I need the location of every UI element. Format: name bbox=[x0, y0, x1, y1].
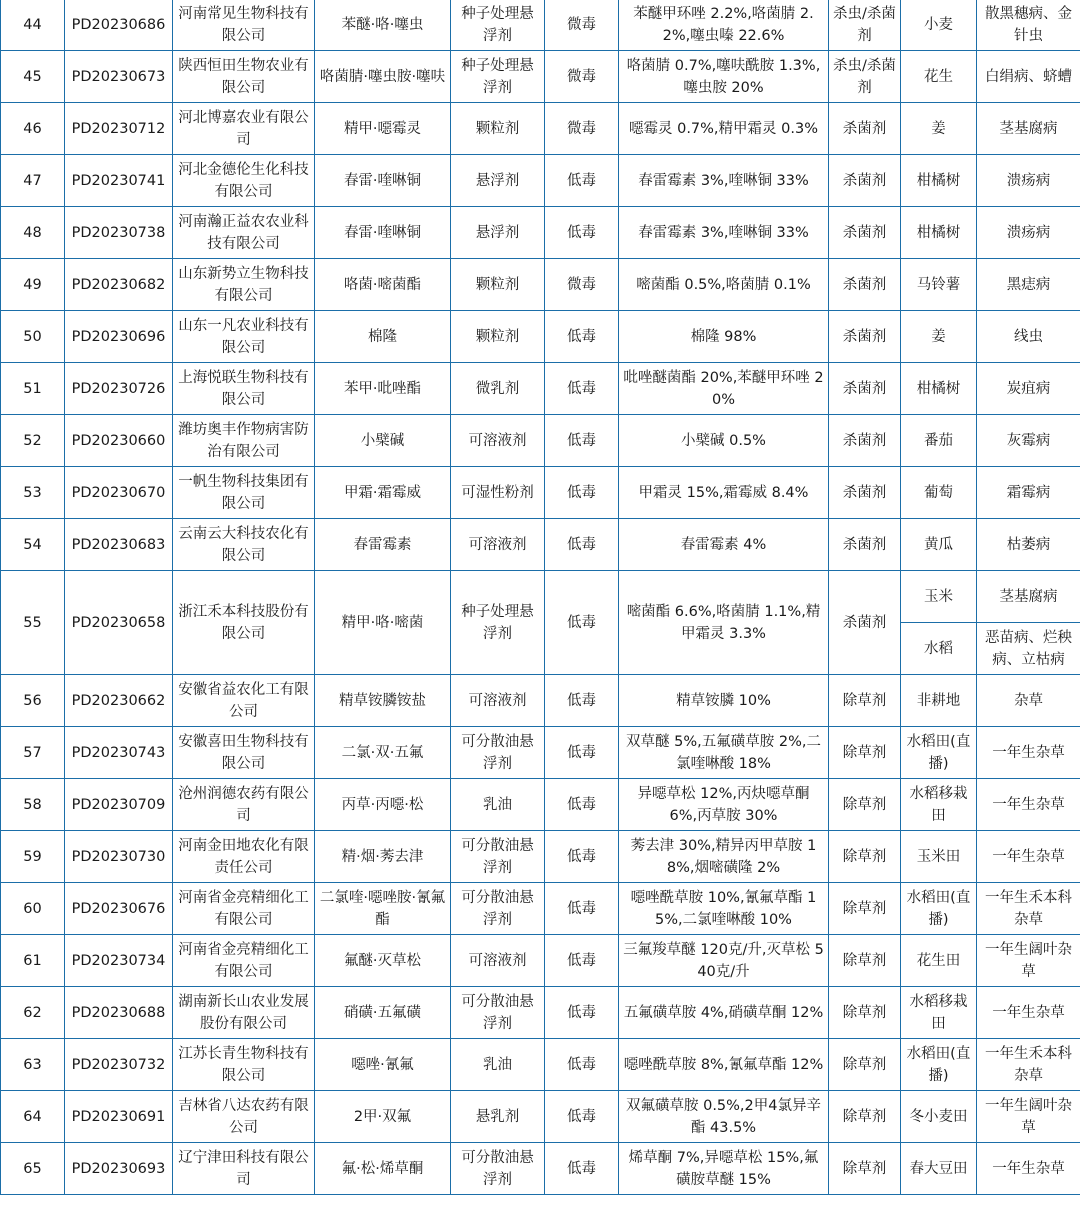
product-name-cell: 春雷·喹啉铜 bbox=[315, 207, 451, 259]
row-number-cell: 56 bbox=[1, 675, 65, 727]
control-target-cell: 一年生阔叶杂草 bbox=[977, 935, 1080, 987]
product-name-cell: 二氯·双·五氟 bbox=[315, 727, 451, 779]
control-target-cell: 一年生禾本科杂草 bbox=[977, 883, 1080, 935]
toxicity-cell: 低毒 bbox=[545, 311, 619, 363]
registration-number-cell: PD20230660 bbox=[65, 415, 173, 467]
control-target-cell: 恶苗病、烂秧病、立枯病 bbox=[977, 623, 1080, 675]
formulation-cell: 微乳剂 bbox=[451, 363, 545, 415]
control-target-cell: 炭疽病 bbox=[977, 363, 1080, 415]
control-target-cell: 白绢病、蛴螬 bbox=[977, 51, 1080, 103]
formulation-cell: 可溶液剂 bbox=[451, 675, 545, 727]
crop-cell: 柑橘树 bbox=[901, 155, 977, 207]
row-number-cell: 58 bbox=[1, 779, 65, 831]
toxicity-cell: 低毒 bbox=[545, 987, 619, 1039]
formulation-cell: 种子处理悬浮剂 bbox=[451, 51, 545, 103]
pesticide-type-cell: 杀虫/杀菌剂 bbox=[829, 51, 901, 103]
crop-cell: 玉米田 bbox=[901, 831, 977, 883]
table-row bbox=[1, 1039, 1080, 1091]
company-name-cell: 沧州润德农药有限公司 bbox=[173, 779, 315, 831]
table-row bbox=[1, 51, 1080, 103]
row-number-cell: 61 bbox=[1, 935, 65, 987]
product-name-cell: 甲霜·霜霉威 bbox=[315, 467, 451, 519]
company-name-cell: 河南常见生物科技有限公司 bbox=[173, 0, 315, 51]
crop-cell: 花生 bbox=[901, 51, 977, 103]
pesticide-type-cell: 除草剂 bbox=[829, 1143, 901, 1195]
formulation-cell: 悬浮剂 bbox=[451, 155, 545, 207]
active-ingredient-content-cell: 嘧菌酯 0.5%,咯菌腈 0.1% bbox=[619, 259, 829, 311]
toxicity-cell: 低毒 bbox=[545, 519, 619, 571]
active-ingredient-content-cell: 双氟磺草胺 0.5%,2甲4氯异辛酯 43.5% bbox=[619, 1091, 829, 1143]
company-name-cell: 云南云大科技农化有限公司 bbox=[173, 519, 315, 571]
pesticide-type-cell: 除草剂 bbox=[829, 779, 901, 831]
pesticide-type-cell: 杀菌剂 bbox=[829, 467, 901, 519]
active-ingredient-content-cell: 双草醚 5%,五氟磺草胺 2%,二氯喹啉酸 18% bbox=[619, 727, 829, 779]
active-ingredient-content-cell: 小檗碱 0.5% bbox=[619, 415, 829, 467]
control-target-cell: 一年生杂草 bbox=[977, 831, 1080, 883]
crop-cell: 水稻田(直播) bbox=[901, 883, 977, 935]
row-number-cell: 57 bbox=[1, 727, 65, 779]
active-ingredient-content-cell: 异噁草松 12%,丙炔噁草酮 6%,丙草胺 30% bbox=[619, 779, 829, 831]
registration-number-cell: PD20230730 bbox=[65, 831, 173, 883]
company-name-cell: 安徽省益农化工有限公司 bbox=[173, 675, 315, 727]
product-name-cell: 春雷霉素 bbox=[315, 519, 451, 571]
formulation-cell: 可分散油悬浮剂 bbox=[451, 831, 545, 883]
table-row bbox=[1, 155, 1080, 207]
row-number-cell: 48 bbox=[1, 207, 65, 259]
registration-number-cell: PD20230686 bbox=[65, 0, 173, 51]
crop-cell: 姜 bbox=[901, 103, 977, 155]
pesticide-type-cell: 除草剂 bbox=[829, 675, 901, 727]
pesticide-type-cell: 杀菌剂 bbox=[829, 311, 901, 363]
crop-cell: 水稻移栽田 bbox=[901, 987, 977, 1039]
toxicity-cell: 低毒 bbox=[545, 1039, 619, 1091]
table-row bbox=[1, 883, 1080, 935]
row-number-cell: 53 bbox=[1, 467, 65, 519]
toxicity-cell: 低毒 bbox=[545, 1143, 619, 1195]
product-name-cell: 春雷·喹啉铜 bbox=[315, 155, 451, 207]
control-target-cell: 线虫 bbox=[977, 311, 1080, 363]
pesticide-type-cell: 杀虫/杀菌剂 bbox=[829, 0, 901, 51]
control-target-cell: 茎基腐病 bbox=[977, 571, 1080, 623]
toxicity-cell: 低毒 bbox=[545, 675, 619, 727]
active-ingredient-content-cell: 精草铵膦 10% bbox=[619, 675, 829, 727]
active-ingredient-content-cell: 苯醚甲环唑 2.2%,咯菌腈 2.2%,噻虫嗪 22.6% bbox=[619, 0, 829, 51]
row-number-cell: 59 bbox=[1, 831, 65, 883]
company-name-cell: 河南金田地农化有限责任公司 bbox=[173, 831, 315, 883]
formulation-cell: 可分散油悬浮剂 bbox=[451, 1143, 545, 1195]
company-name-cell: 河南省金亮精细化工有限公司 bbox=[173, 935, 315, 987]
toxicity-cell: 低毒 bbox=[545, 415, 619, 467]
table-row bbox=[1, 935, 1080, 987]
toxicity-cell: 低毒 bbox=[545, 363, 619, 415]
company-name-cell: 河南瀚正益农农业科技有限公司 bbox=[173, 207, 315, 259]
table-row bbox=[1, 207, 1080, 259]
product-name-cell: 苯醚·咯·噻虫 bbox=[315, 0, 451, 51]
toxicity-cell: 低毒 bbox=[545, 935, 619, 987]
crop-cell: 马铃薯 bbox=[901, 259, 977, 311]
active-ingredient-content-cell: 噁唑酰草胺 10%,氰氟草酯 15%,二氯喹啉酸 10% bbox=[619, 883, 829, 935]
pesticide-type-cell: 除草剂 bbox=[829, 935, 901, 987]
control-target-cell: 一年生阔叶杂草 bbox=[977, 1091, 1080, 1143]
table-row bbox=[1, 0, 1080, 51]
product-name-cell: 氟·松·烯草酮 bbox=[315, 1143, 451, 1195]
toxicity-cell: 低毒 bbox=[545, 779, 619, 831]
toxicity-cell: 低毒 bbox=[545, 883, 619, 935]
table-row bbox=[1, 415, 1080, 467]
product-name-cell: 氟醚·灭草松 bbox=[315, 935, 451, 987]
table-row bbox=[1, 987, 1080, 1039]
row-number-cell: 44 bbox=[1, 0, 65, 51]
registration-number-cell: PD20230670 bbox=[65, 467, 173, 519]
registration-number-cell: PD20230732 bbox=[65, 1039, 173, 1091]
control-target-cell: 黑痣病 bbox=[977, 259, 1080, 311]
product-name-cell: 精草铵膦铵盐 bbox=[315, 675, 451, 727]
crop-cell: 水稻田(直播) bbox=[901, 1039, 977, 1091]
toxicity-cell: 微毒 bbox=[545, 103, 619, 155]
control-target-cell: 枯萎病 bbox=[977, 519, 1080, 571]
formulation-cell: 可溶液剂 bbox=[451, 415, 545, 467]
pesticide-type-cell: 杀菌剂 bbox=[829, 415, 901, 467]
company-name-cell: 湖南新长山农业发展股份有限公司 bbox=[173, 987, 315, 1039]
formulation-cell: 种子处理悬浮剂 bbox=[451, 571, 545, 675]
table-row bbox=[1, 103, 1080, 155]
row-number-cell: 63 bbox=[1, 1039, 65, 1091]
product-name-cell: 咯菌·嘧菌酯 bbox=[315, 259, 451, 311]
crop-cell: 柑橘树 bbox=[901, 207, 977, 259]
table-row bbox=[1, 1091, 1080, 1143]
toxicity-cell: 低毒 bbox=[545, 571, 619, 675]
row-number-cell: 45 bbox=[1, 51, 65, 103]
registration-number-cell: PD20230662 bbox=[65, 675, 173, 727]
registration-number-cell: PD20230682 bbox=[65, 259, 173, 311]
product-name-cell: 丙草·丙噁·松 bbox=[315, 779, 451, 831]
formulation-cell: 可溶液剂 bbox=[451, 519, 545, 571]
control-target-cell: 杂草 bbox=[977, 675, 1080, 727]
table-row bbox=[1, 727, 1080, 779]
control-target-cell: 溃疡病 bbox=[977, 207, 1080, 259]
company-name-cell: 潍坊奥丰作物病害防治有限公司 bbox=[173, 415, 315, 467]
formulation-cell: 可分散油悬浮剂 bbox=[451, 987, 545, 1039]
formulation-cell: 颗粒剂 bbox=[451, 259, 545, 311]
pesticide-type-cell: 杀菌剂 bbox=[829, 207, 901, 259]
pesticide-type-cell: 杀菌剂 bbox=[829, 259, 901, 311]
registration-number-cell: PD20230741 bbox=[65, 155, 173, 207]
control-target-cell: 一年生杂草 bbox=[977, 987, 1080, 1039]
toxicity-cell: 低毒 bbox=[545, 1091, 619, 1143]
toxicity-cell: 低毒 bbox=[545, 467, 619, 519]
formulation-cell: 种子处理悬浮剂 bbox=[451, 0, 545, 51]
registration-number-cell: PD20230673 bbox=[65, 51, 173, 103]
registration-number-cell: PD20230738 bbox=[65, 207, 173, 259]
table-body bbox=[1, 0, 1080, 1195]
crop-cell: 水稻移栽田 bbox=[901, 779, 977, 831]
pesticide-type-cell: 除草剂 bbox=[829, 1039, 901, 1091]
company-name-cell: 陕西恒田生物农业有限公司 bbox=[173, 51, 315, 103]
product-name-cell: 精甲·噁霉灵 bbox=[315, 103, 451, 155]
product-name-cell: 精·烟·莠去津 bbox=[315, 831, 451, 883]
crop-cell: 小麦 bbox=[901, 0, 977, 51]
pesticide-type-cell: 杀菌剂 bbox=[829, 519, 901, 571]
crop-cell: 水稻 bbox=[901, 623, 977, 675]
active-ingredient-content-cell: 噁霉灵 0.7%,精甲霜灵 0.3% bbox=[619, 103, 829, 155]
control-target-cell: 散黑穗病、金针虫 bbox=[977, 0, 1080, 51]
product-name-cell: 苯甲·吡唑酯 bbox=[315, 363, 451, 415]
table-row bbox=[1, 571, 1080, 623]
pesticide-type-cell: 除草剂 bbox=[829, 831, 901, 883]
active-ingredient-content-cell: 棉隆 98% bbox=[619, 311, 829, 363]
row-number-cell: 62 bbox=[1, 987, 65, 1039]
pesticide-type-cell: 杀菌剂 bbox=[829, 571, 901, 675]
row-number-cell: 60 bbox=[1, 883, 65, 935]
row-number-cell: 47 bbox=[1, 155, 65, 207]
row-number-cell: 55 bbox=[1, 571, 65, 675]
product-name-cell: 二氯喹·噁唑胺·氰氟酯 bbox=[315, 883, 451, 935]
formulation-cell: 乳油 bbox=[451, 779, 545, 831]
toxicity-cell: 微毒 bbox=[545, 51, 619, 103]
control-target-cell: 灰霉病 bbox=[977, 415, 1080, 467]
crop-cell: 春大豆田 bbox=[901, 1143, 977, 1195]
pesticide-type-cell: 杀菌剂 bbox=[829, 363, 901, 415]
pesticide-type-cell: 除草剂 bbox=[829, 883, 901, 935]
product-name-cell: 棉隆 bbox=[315, 311, 451, 363]
company-name-cell: 安徽喜田生物科技有限公司 bbox=[173, 727, 315, 779]
registration-number-cell: PD20230734 bbox=[65, 935, 173, 987]
registration-number-cell: PD20230726 bbox=[65, 363, 173, 415]
table-row bbox=[1, 363, 1080, 415]
product-name-cell: 2甲·双氟 bbox=[315, 1091, 451, 1143]
registration-number-cell: PD20230691 bbox=[65, 1091, 173, 1143]
registration-number-cell: PD20230658 bbox=[65, 571, 173, 675]
table-row bbox=[1, 467, 1080, 519]
active-ingredient-content-cell: 烯草酮 7%,异噁草松 15%,氟磺胺草醚 15% bbox=[619, 1143, 829, 1195]
formulation-cell: 颗粒剂 bbox=[451, 311, 545, 363]
toxicity-cell: 微毒 bbox=[545, 0, 619, 51]
row-number-cell: 51 bbox=[1, 363, 65, 415]
control-target-cell: 溃疡病 bbox=[977, 155, 1080, 207]
formulation-cell: 乳油 bbox=[451, 1039, 545, 1091]
crop-cell: 番茄 bbox=[901, 415, 977, 467]
crop-cell: 柑橘树 bbox=[901, 363, 977, 415]
company-name-cell: 江苏长青生物科技有限公司 bbox=[173, 1039, 315, 1091]
active-ingredient-content-cell: 三氟羧草醚 120克/升,灭草松 540克/升 bbox=[619, 935, 829, 987]
crop-cell: 玉米 bbox=[901, 571, 977, 623]
toxicity-cell: 微毒 bbox=[545, 259, 619, 311]
toxicity-cell: 低毒 bbox=[545, 207, 619, 259]
registration-number-cell: PD20230683 bbox=[65, 519, 173, 571]
active-ingredient-content-cell: 吡唑醚菌酯 20%,苯醚甲环唑 20% bbox=[619, 363, 829, 415]
formulation-cell: 可溶液剂 bbox=[451, 935, 545, 987]
pesticide-type-cell: 除草剂 bbox=[829, 727, 901, 779]
company-name-cell: 山东新势立生物科技有限公司 bbox=[173, 259, 315, 311]
company-name-cell: 河南省金亮精细化工有限公司 bbox=[173, 883, 315, 935]
control-target-cell: 一年生杂草 bbox=[977, 727, 1080, 779]
table-row bbox=[1, 779, 1080, 831]
product-name-cell: 精甲·咯·嘧菌 bbox=[315, 571, 451, 675]
registration-number-cell: PD20230743 bbox=[65, 727, 173, 779]
active-ingredient-content-cell: 噁唑酰草胺 8%,氰氟草酯 12% bbox=[619, 1039, 829, 1091]
toxicity-cell: 低毒 bbox=[545, 155, 619, 207]
registration-number-cell: PD20230696 bbox=[65, 311, 173, 363]
control-target-cell: 一年生杂草 bbox=[977, 1143, 1080, 1195]
active-ingredient-content-cell: 五氟磺草胺 4%,硝磺草酮 12% bbox=[619, 987, 829, 1039]
product-name-cell: 小檗碱 bbox=[315, 415, 451, 467]
table-row bbox=[1, 259, 1080, 311]
crop-cell: 花生田 bbox=[901, 935, 977, 987]
crop-cell: 冬小麦田 bbox=[901, 1091, 977, 1143]
registration-number-cell: PD20230676 bbox=[65, 883, 173, 935]
row-number-cell: 52 bbox=[1, 415, 65, 467]
product-name-cell: 咯菌腈·噻虫胺·噻呋 bbox=[315, 51, 451, 103]
active-ingredient-content-cell: 甲霜灵 15%,霜霉威 8.4% bbox=[619, 467, 829, 519]
table-row bbox=[1, 831, 1080, 883]
active-ingredient-content-cell: 春雷霉素 4% bbox=[619, 519, 829, 571]
table-row bbox=[1, 311, 1080, 363]
registration-number-cell: PD20230693 bbox=[65, 1143, 173, 1195]
pesticide-type-cell: 除草剂 bbox=[829, 1091, 901, 1143]
company-name-cell: 河北博嘉农业有限公司 bbox=[173, 103, 315, 155]
pesticide-type-cell: 杀菌剂 bbox=[829, 103, 901, 155]
formulation-cell: 可分散油悬浮剂 bbox=[451, 727, 545, 779]
company-name-cell: 辽宁津田科技有限公司 bbox=[173, 1143, 315, 1195]
registration-number-cell: PD20230709 bbox=[65, 779, 173, 831]
row-number-cell: 50 bbox=[1, 311, 65, 363]
pesticide-type-cell: 杀菌剂 bbox=[829, 155, 901, 207]
registration-number-cell: PD20230712 bbox=[65, 103, 173, 155]
company-name-cell: 一帆生物科技集团有限公司 bbox=[173, 467, 315, 519]
product-name-cell: 硝磺·五氟磺 bbox=[315, 987, 451, 1039]
table-row bbox=[1, 675, 1080, 727]
control-target-cell: 茎基腐病 bbox=[977, 103, 1080, 155]
table-row bbox=[1, 1143, 1080, 1195]
crop-cell: 葡萄 bbox=[901, 467, 977, 519]
active-ingredient-content-cell: 嘧菌酯 6.6%,咯菌腈 1.1%,精甲霜灵 3.3% bbox=[619, 571, 829, 675]
toxicity-cell: 低毒 bbox=[545, 727, 619, 779]
formulation-cell: 颗粒剂 bbox=[451, 103, 545, 155]
control-target-cell: 一年生禾本科杂草 bbox=[977, 1039, 1080, 1091]
registration-number-cell: PD20230688 bbox=[65, 987, 173, 1039]
formulation-cell: 悬乳剂 bbox=[451, 1091, 545, 1143]
active-ingredient-content-cell: 莠去津 30%,精异丙甲草胺 18%,烟嘧磺隆 2% bbox=[619, 831, 829, 883]
row-number-cell: 64 bbox=[1, 1091, 65, 1143]
crop-cell: 非耕地 bbox=[901, 675, 977, 727]
row-number-cell: 65 bbox=[1, 1143, 65, 1195]
row-number-cell: 49 bbox=[1, 259, 65, 311]
active-ingredient-content-cell: 春雷霉素 3%,喹啉铜 33% bbox=[619, 155, 829, 207]
company-name-cell: 浙江禾本科技股份有限公司 bbox=[173, 571, 315, 675]
company-name-cell: 上海悦联生物科技有限公司 bbox=[173, 363, 315, 415]
active-ingredient-content-cell: 咯菌腈 0.7%,噻呋酰胺 1.3%,噻虫胺 20% bbox=[619, 51, 829, 103]
crop-cell: 水稻田(直播) bbox=[901, 727, 977, 779]
formulation-cell: 可分散油悬浮剂 bbox=[451, 883, 545, 935]
formulation-cell: 可湿性粉剂 bbox=[451, 467, 545, 519]
active-ingredient-content-cell: 春雷霉素 3%,喹啉铜 33% bbox=[619, 207, 829, 259]
company-name-cell: 吉林省八达农药有限公司 bbox=[173, 1091, 315, 1143]
product-name-cell: 噁唑·氰氟 bbox=[315, 1039, 451, 1091]
control-target-cell: 一年生杂草 bbox=[977, 779, 1080, 831]
crop-cell: 姜 bbox=[901, 311, 977, 363]
pesticide-type-cell: 除草剂 bbox=[829, 987, 901, 1039]
crop-cell: 黄瓜 bbox=[901, 519, 977, 571]
row-number-cell: 46 bbox=[1, 103, 65, 155]
company-name-cell: 山东一凡农业科技有限公司 bbox=[173, 311, 315, 363]
formulation-cell: 悬浮剂 bbox=[451, 207, 545, 259]
company-name-cell: 河北金德伦生化科技有限公司 bbox=[173, 155, 315, 207]
control-target-cell: 霜霉病 bbox=[977, 467, 1080, 519]
row-number-cell: 54 bbox=[1, 519, 65, 571]
table-row bbox=[1, 519, 1080, 571]
toxicity-cell: 低毒 bbox=[545, 831, 619, 883]
